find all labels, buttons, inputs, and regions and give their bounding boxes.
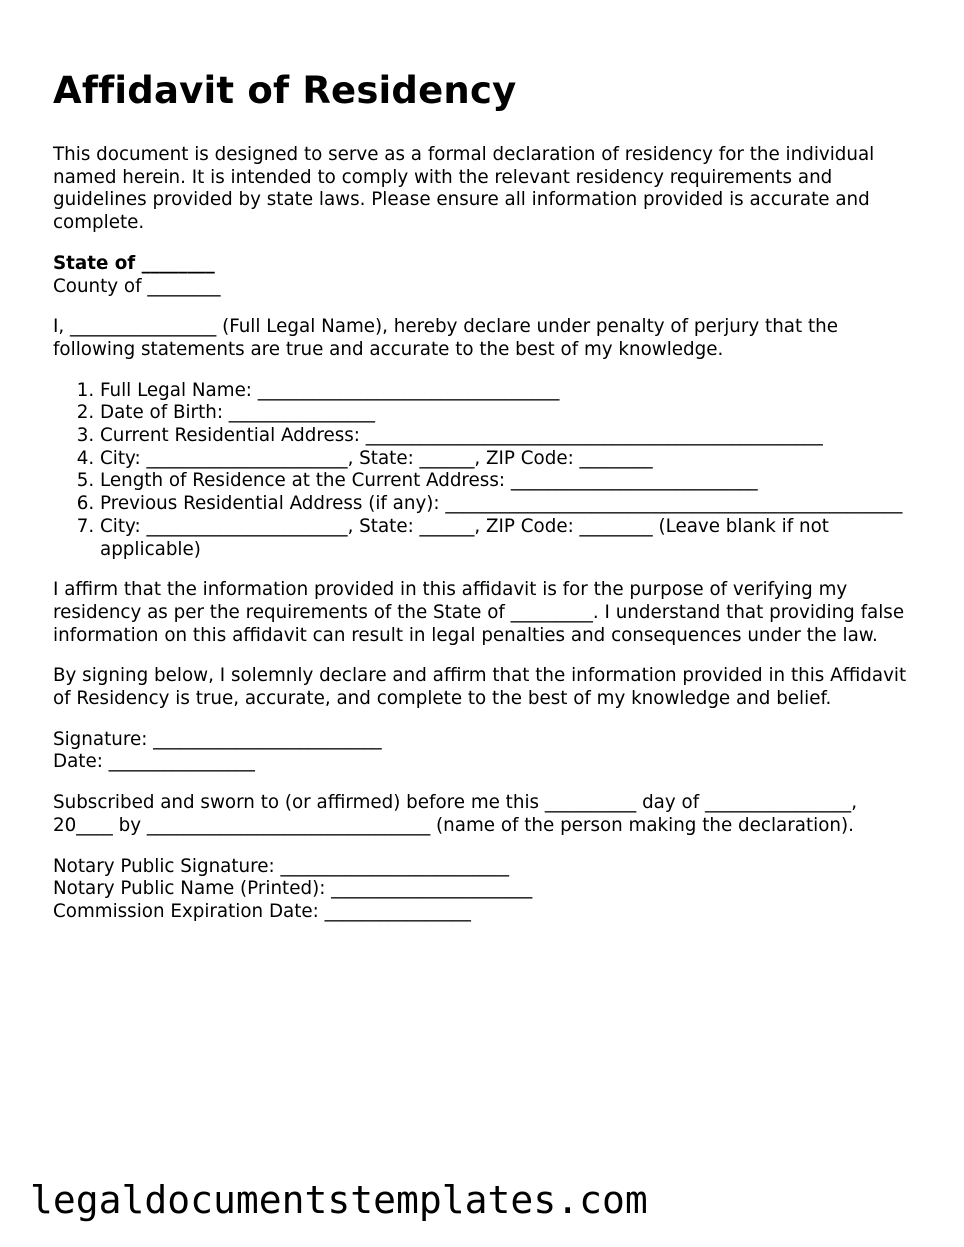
- list-item: 5. Length of Residence at the Current Address: ___________________________: [100, 470, 915, 493]
- statement-list: [53, 380, 915, 562]
- notary-name-line: Notary Public Name (Printed): ______________________: [53, 878, 533, 900]
- footer-watermark: legaldocumentstemplates.com: [30, 1178, 648, 1222]
- commission-expiration-line: Commission Expiration Date: ________________: [53, 900, 471, 922]
- list-item: 2. Date of Birth: ________________: [100, 402, 915, 425]
- declaration-paragraph: I, ________________ (Full Legal Name), hereby declare under penalty of perjury that the following statements are true and accurate to the best of my knowledge.: [53, 316, 838, 360]
- affidavit-document: [53, 68, 915, 942]
- document-title: Affidavit of Residency: [53, 69, 517, 112]
- affirm-paragraph: I affirm that the information provided in this affidavit is for the purpose of verifying my residency as per the requirements of the State of _________. I understand that providing false information on this affidavit can result in legal penalties and consequences under the law.: [53, 579, 905, 646]
- venue-block: [53, 253, 915, 298]
- sworn-paragraph: Subscribed and sworn to (or affirmed) before me this __________ day of ________________, 20____ by _______________________________ (name of the person making the declaration).: [53, 792, 857, 836]
- county-of-line: County of ________: [53, 275, 221, 297]
- signature-line: Signature: _________________________: [53, 728, 382, 750]
- signing-paragraph: By signing below, I solemnly declare and affirm that the information provided in this Affidavit of Residency is true, accurate, and complete to the best of my knowledge and belief.: [53, 665, 907, 710]
- signature-block: [53, 729, 915, 774]
- intro-paragraph: This document is designed to serve as a formal declaration of residency for the individual named herein. It is intended to comply with the relevant residency requirements and guidelines provided by state laws. Please ensure all information provided is accurate and complete.: [53, 144, 875, 234]
- notary-block: [53, 856, 915, 924]
- list-item: 1. Full Legal Name: _________________________________: [100, 380, 915, 403]
- date-line: Date: ________________: [53, 751, 255, 773]
- list-item: 3. Current Residential Address: __________________________________________________: [100, 425, 915, 448]
- notary-signature-line: Notary Public Signature: _________________________: [53, 855, 509, 877]
- state-of-line: State of ________: [53, 252, 215, 274]
- list-item: 4. City: ______________________, State: ______, ZIP Code: ________: [100, 448, 915, 471]
- list-item: 7. City: ______________________, State: ______, ZIP Code: ________ (Leave blank if not applicable): [100, 516, 915, 561]
- list-item: 6. Previous Residential Address (if any): __________________________________________________: [100, 493, 915, 516]
